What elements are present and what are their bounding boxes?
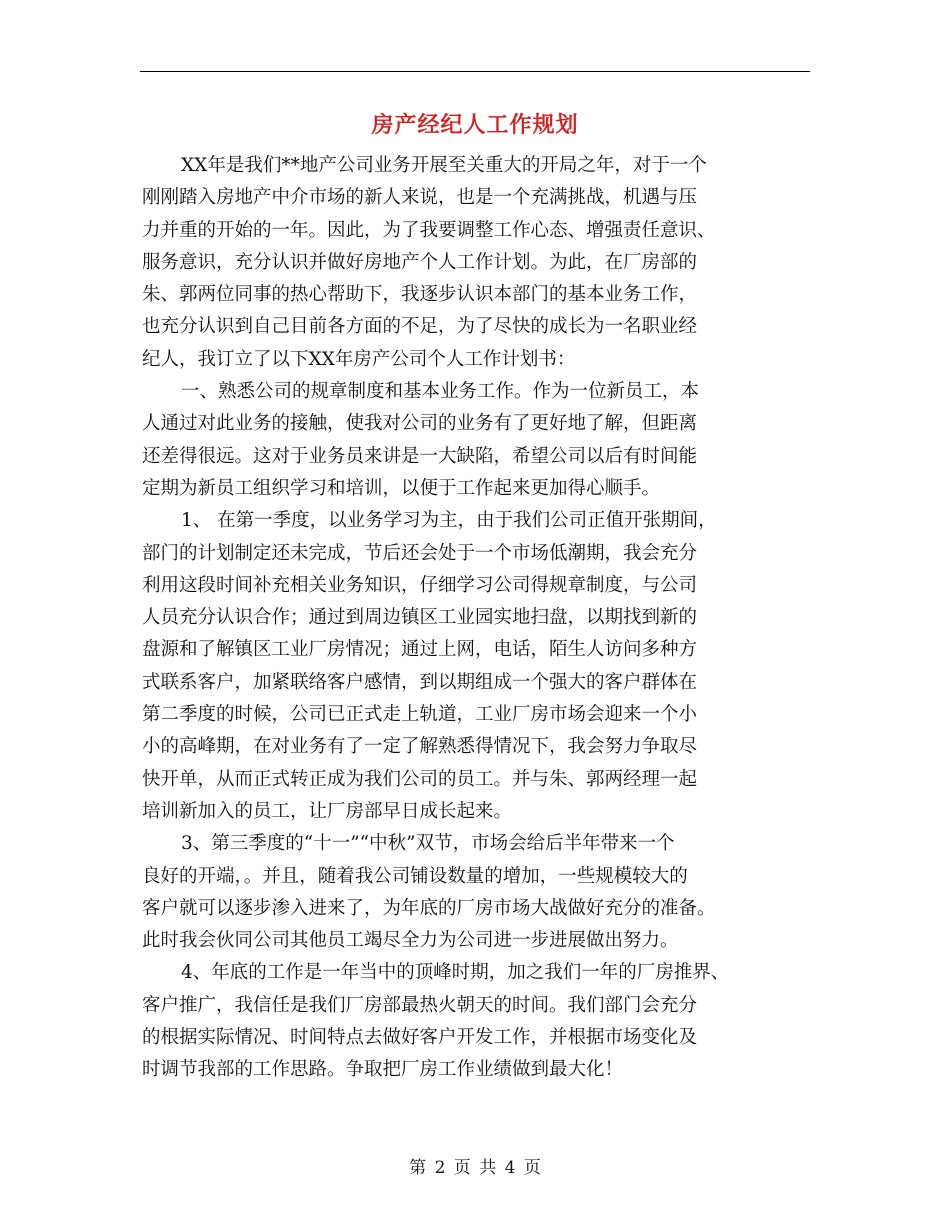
- body-line: 的根据实际情况、时间特点去做好客户开发工作，并根据市场变化及: [142, 1027, 698, 1049]
- body-line: 客户推广，我信任是我们厂房部最热火朝天的时间。我们部门会充分: [142, 994, 698, 1016]
- body-line: 利用这段时间补充相关业务知识，仔细学习公司得规章制度，与公司: [142, 574, 698, 596]
- body-line: 纪人，我订立了以下XX年房产公司个人工作计划书：: [142, 348, 576, 370]
- body-line: 还差得很远。这对于业务员来讲是一大缺陷，希望公司以后有时间能: [142, 445, 698, 467]
- body-line: 此时我会伙同公司其他员工竭尽全力为公司进一步进展做出努力。: [142, 930, 679, 952]
- body-line: 4、年底的工作是一年当中的顶峰时期，加之我们一年的厂房推界、: [181, 962, 730, 984]
- paragraph-item-4: [142, 957, 832, 1086]
- body-line: 时调节我部的工作思路。争取把厂房工作业绩做到最大化！: [142, 1059, 624, 1081]
- paragraph-section-one: [142, 376, 832, 505]
- body-line: 部门的计划制定还未完成，节后还会处于一个市场低潮期，我会充分: [142, 542, 698, 564]
- body-line: 也充分认识到自己目前各方面的不足，为了尽快的成长为一名职业经: [142, 316, 698, 338]
- body-line: 3、第三季度的“十一”“中秋”双节，市场会给后半年带来一个: [181, 833, 675, 855]
- body-line: 1、 在第一季度，以业务学习为主，由于我们公司正值开张期间，: [181, 510, 717, 532]
- page-number: 第 2 页 共 4 页: [409, 1158, 541, 1178]
- body-line: XX年是我们**地产公司业务开展至关重大的开局之年，对于一个: [181, 155, 707, 176]
- body-line: 式联系客户，加紧联络客户感情，到以期组成一个强大的客户群体在: [142, 671, 698, 693]
- body-line: 客户就可以逐步渗入进来了，为年底的厂房市场大战做好充分的准备。: [142, 897, 716, 919]
- body-line: 培训新加入的员工，让厂房部早日成长起来。: [142, 800, 513, 822]
- document-body: [142, 150, 832, 1087]
- paragraph-item-3: [142, 828, 832, 957]
- body-line: 小的高峰期，在对业务有了一定了解熟悉得情况下，我会努力争取尽: [142, 736, 698, 758]
- paragraph-item-1: [142, 505, 832, 828]
- document-title: 房产经纪人工作规划: [371, 112, 579, 138]
- body-line: 盘源和了解镇区工业厂房情况；通过上网，电话，陌生人访问多种方: [142, 639, 698, 661]
- body-line: 第二季度的时候，公司已正式走上轨道，工业厂房市场会迎来一个小: [142, 704, 698, 726]
- body-line: 力并重的开始的一年。因此，为了我要调整工作心态、增强责任意识、: [142, 219, 716, 241]
- body-line: 人员充分认识合作；通过到周边镇区工业园实地扫盘，以期找到新的: [142, 607, 698, 629]
- header-rule: [140, 71, 810, 72]
- body-line: 服务意识，充分认识并做好房地产个人工作计划。为此，在厂房部的: [142, 251, 698, 273]
- body-line: 定期为新员工组织学习和培训，以便于工作起来更加得心顺手。: [142, 477, 661, 499]
- body-line: 一、熟悉公司的规章制度和基本业务工作。作为一位新员工，本: [181, 381, 700, 403]
- body-line: 刚刚踏入房地产中介市场的新人来说，也是一个充满挑战，机遇与压: [142, 187, 698, 209]
- body-line: 良好的开端，。并且，随着我公司铺设数量的增加，一些规模较大的: [142, 865, 688, 887]
- body-line: 朱、郭两位同事的热心帮助下，我逐步认识本部门的基本业务工作，: [142, 284, 698, 306]
- paragraph-intro: [142, 150, 832, 376]
- body-line: 快开单，从而正式转正成为我们公司的员工。并与朱、郭两经理一起: [142, 768, 698, 790]
- body-line: 人通过对此业务的接触，使我对公司的业务有了更好地了解，但距离: [142, 413, 698, 435]
